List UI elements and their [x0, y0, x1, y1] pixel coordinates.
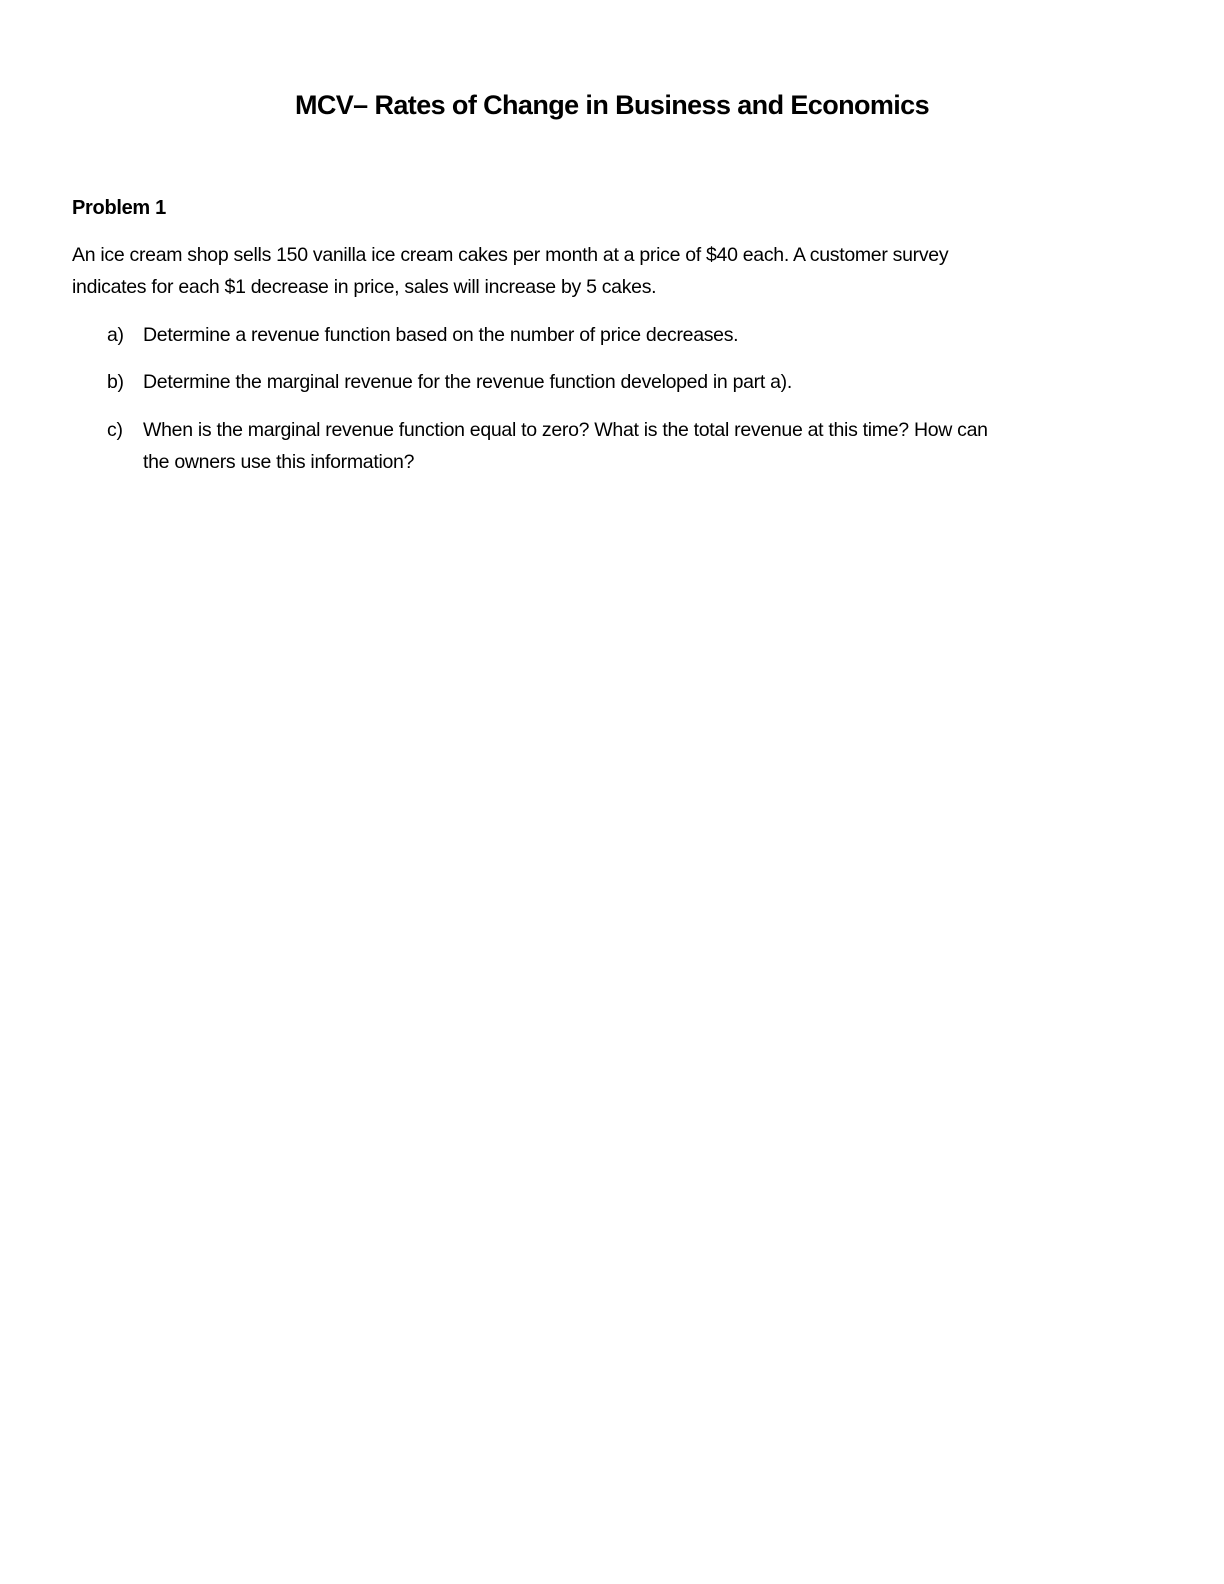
part-c-text-line-1: When is the marginal revenue function equal to zero? What is the total revenue at this time? How can: [143, 419, 988, 441]
part-b-text: Determine the marginal revenue for the revenue function developed in part a).: [143, 371, 792, 393]
problem-intro-line-1: An ice cream shop sells 150 vanilla ice cream cakes per month at a price of $40 each. A customer survey: [72, 244, 949, 266]
part-a-label: a): [107, 324, 124, 346]
part-b: [107, 371, 792, 394]
part-c-text-line-2: the owners use this information?: [143, 451, 415, 473]
part-a-text: Determine a revenue function based on the number of price decreases.: [143, 324, 739, 346]
problem-intro-line-2: indicates for each $1 decrease in price, sales will increase by 5 cakes.: [72, 276, 657, 298]
part-a: [107, 324, 738, 347]
part-b-label: b): [107, 371, 124, 393]
document-title: MCV– Rates of Change in Business and Economics: [294, 90, 930, 120]
part-c: [107, 419, 988, 442]
problem-heading: Problem 1: [72, 197, 166, 219]
part-c-label: c): [107, 419, 123, 441]
